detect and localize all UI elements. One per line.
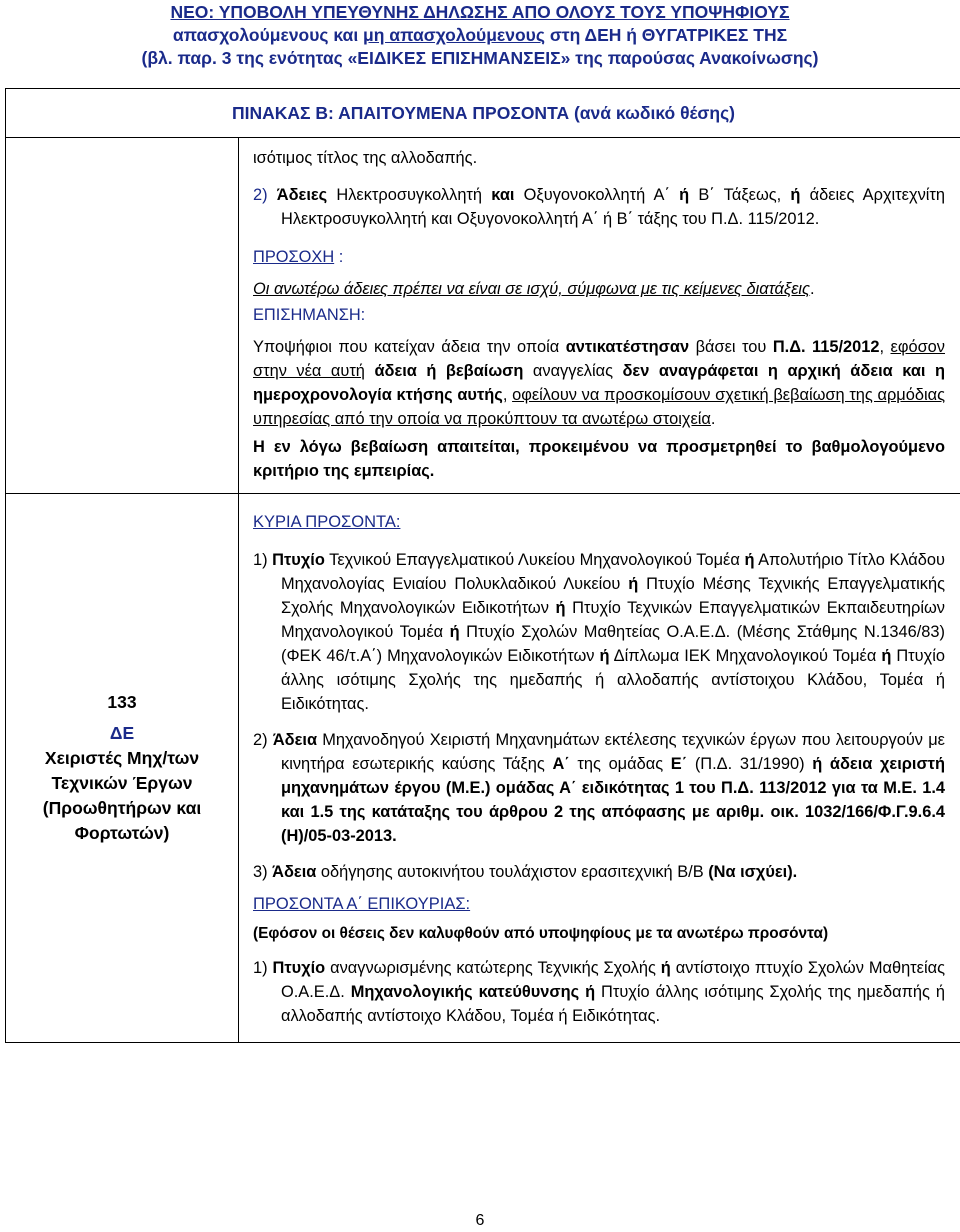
- bold-text: δεν αναγράφεται η αρχική άδεια και η ημεροχρονολογία κτήσης αυτής: [253, 362, 945, 404]
- item-number: 3): [253, 863, 273, 881]
- item-number: 1): [253, 551, 273, 569]
- row1-item-2: [253, 183, 945, 231]
- kyria-item-2: [253, 728, 945, 848]
- text: Πτυχίο άλλης ισότιμης Σχολής της ημεδαπής ή αλλοδαπής αντίστοιχο Κλάδου, Τομέα ή Ειδικότητας.: [281, 983, 945, 1025]
- text: Δίπλωμα ΙΕΚ Μηχανολογικού Τομέα: [609, 647, 882, 665]
- episimansi-final: [253, 435, 945, 483]
- bold-text: ή: [599, 647, 610, 665]
- header-line-1: ΝΕΟ: ΥΠΟΒΟΛΗ ΥΠΕΥΘΥΝΗΣ ΔΗΛΩΣΗΣ ΑΠΟ ΟΛΟΥΣ ΤΟΥΣ ΥΠΟΨΗΦΙΟΥΣ: [170, 2, 790, 22]
- bold-text: αντικατέστησαν: [565, 338, 690, 356]
- bold-text: Π.Δ. 115/2012: [772, 338, 880, 356]
- bold-text: ή: [881, 647, 892, 665]
- row2-requirements-cell: [239, 494, 960, 1043]
- text: βάσει του: [689, 338, 773, 356]
- bold-text: Α΄: [552, 755, 570, 773]
- bold-text: ή: [660, 959, 671, 977]
- position-title-1: Χειριστές Μηχ/των: [44, 748, 200, 768]
- item-number: 1): [253, 959, 273, 977]
- text: άδειες Αρχιτεχνίτη Ηλεκτροσυγκολλητή και Οξυγονοκολλητή Α΄ ή Β΄ τάξης του Π.Δ. 115/2012.: [281, 186, 945, 228]
- bold-text: Η εν λόγω βεβαίωση απαιτείται, προκειμένου να προσμετρηθεί το βαθμολογούμενο κριτήριο της εμπειρίας.: [253, 438, 945, 480]
- bold-text: Άδειες: [276, 186, 328, 204]
- bold-text: άδεια ή βεβαίωση: [374, 362, 524, 380]
- text: Υποψήφιοι που κατείχαν άδεια την οποία: [253, 338, 566, 356]
- text: Πτυχίο Τεχνικών Επαγγελματικών Εκπαιδευτηρίων Μηχανολογικού Τομέα: [281, 599, 945, 641]
- text: της ομάδας: [569, 755, 671, 773]
- row2-position-cell: [6, 494, 239, 1043]
- item-number: 2): [253, 186, 277, 204]
- text: Απολυτήριο Τίτλο Κλάδου Μηχανολογίας Ενιαίου Πολυκλαδικού Λυκείου: [281, 551, 945, 593]
- table-row: [6, 138, 960, 494]
- episimansi-text: [253, 335, 945, 431]
- row1-position-cell: [6, 138, 239, 494]
- text: .: [810, 280, 815, 298]
- text: Ηλεκτροσυγκολλητή: [327, 186, 492, 204]
- text: αναγνωρισμένης κατώτερης Τεχνικής Σχολής: [325, 959, 661, 977]
- row1-p1: ισότιμος τίτλος της αλλοδαπής.: [253, 149, 478, 167]
- bold-text: Πτυχίο: [272, 959, 326, 977]
- header-line-3: (βλ. παρ. 3 της ενότητας «ΕΙΔΙΚΕΣ ΕΠΙΣΗΜΑΝΣΕΙΣ» της παρούσας Ανακοίνωσης): [141, 48, 819, 68]
- underlined-text: οφείλουν να προσκομίσουν σχετική βεβαίωση της αρμόδιας υπηρεσίας από την οποία να προκύπτουν τα ανωτέρω στοιχεία: [253, 386, 945, 428]
- text: Β΄ Τάξεως,: [689, 186, 791, 204]
- bold-text: (Να ισχύει).: [708, 863, 798, 881]
- header-line-2: [0, 24, 960, 47]
- text: Οξυγονοκολλητή Α΄: [514, 186, 680, 204]
- bold-text: ή: [628, 575, 639, 593]
- bold-text: ή άδεια χειριστή μηχανημάτων έργου (Μ.Ε.) ομάδας Α΄ ειδικότητας 1 του Π.Δ. 113/2012 για τα Μ.Ε. 1.4 και 1.5 της κατάταξης του άρθρου 2 της απόφασης με αριθμ. οικ. 1032/166/Φ.Γ.9.6.4 (Η)/05-03-2013.: [281, 755, 945, 845]
- bold-text: ή: [555, 599, 566, 617]
- text: Πτυχίο Σχολών Μαθητείας Ο.Α.Ε.Δ. (Μέσης Στάθμης Ν.1346/83) (ΦΕΚ 46/τ.Α΄) Μηχανολογικών Ειδικοτήτων: [281, 623, 945, 665]
- epikourias-heading: ΠΡΟΣΟΝΤΑ Α΄ ΕΠΙΚΟΥΡΙΑΣ:: [253, 895, 471, 913]
- page-number: 6: [475, 1212, 485, 1229]
- bold-text: Ε΄: [670, 755, 688, 773]
- position-title-3: (Προωθητήρων και: [42, 798, 202, 818]
- epikourias-item-1: [253, 956, 945, 1028]
- bold-text: Μηχανολογικής κατεύθυνσης ή: [350, 983, 596, 1001]
- text: Μηχανοδηγού Χειριστή Μηχανημάτων εκτέλεσης τεχνικών έργων που λειτουργούν με κινητήρα εσωτερικής καύσης Τάξης: [281, 731, 945, 773]
- kyria-item-1: [253, 548, 945, 716]
- text: αντίστοιχο πτυχίο Σχολών Μαθητείας Ο.Α.Ε.Δ.: [281, 959, 945, 1001]
- item-number: 2): [253, 731, 273, 749]
- bold-text: ή: [679, 186, 690, 204]
- text: Τεχνικού Επαγγελματικού Λυκείου Μηχανολογικού Τομέα: [324, 551, 745, 569]
- bold-text: ή: [449, 623, 460, 641]
- bold-text: και: [491, 186, 515, 204]
- position-category: ΔΕ: [109, 723, 135, 743]
- text: Πτυχίο άλλης ισότιμης Σχολής της ημεδαπής ή αλλοδαπής αντίστοιχου Κλάδου, Τομέα ή Ειδικότητας.: [281, 647, 945, 713]
- header-line-2-c: στη ΔΕΗ ή ΘΥΓΑΤΡΙΚΕΣ ΤΗΣ: [544, 25, 788, 45]
- bold-text: Άδεια: [272, 863, 317, 881]
- text: (Π.Δ. 31/1990): [687, 755, 813, 773]
- text: Πτυχίο Μέσης Τεχνικής Επαγγελματικής Σχολής Μηχανολογικών Ειδικοτήτων: [281, 575, 945, 617]
- prosoxi-label: ΠΡΟΣΟΧΗ: [253, 248, 335, 266]
- epikourias-note: [253, 922, 945, 946]
- prosoxi-colon: :: [334, 248, 344, 266]
- position-title-2: Τεχνικών Έργων: [51, 773, 193, 793]
- prosoxi-italic-text: Οι ανωτέρω άδειες πρέπει να είναι σε ισχύ, σύμφωνα με τις κείμενες διατάξεις: [253, 280, 811, 298]
- episimansi-heading: ΕΠΙΣΗΜΑΝΣΗ:: [253, 306, 366, 324]
- row1-requirements-cell: [239, 138, 960, 494]
- bold-text: Πτυχίο: [272, 551, 325, 569]
- bold-text: ή: [790, 186, 801, 204]
- underlined-text: εφόσον στην νέα αυτή: [253, 338, 945, 380]
- kyria-heading: ΚΥΡΙΑ ΠΡΟΣΟΝΤΑ:: [253, 513, 401, 531]
- header-line-2-a: απασχολούμενους και: [172, 25, 364, 45]
- header-line-2-underlined: μη απασχολούμενους: [363, 25, 545, 45]
- table-row: [6, 494, 960, 1043]
- position-title-4: Φορτωτών): [74, 823, 170, 843]
- text: .: [710, 410, 716, 428]
- text: ,: [502, 386, 513, 404]
- text: οδήγησης αυτοκινήτου τουλάχιστον ερασιτεχνική Β/Β: [316, 863, 709, 881]
- bold-text: Άδεια: [272, 731, 318, 749]
- bold-text: (Εφόσον οι θέσεις δεν καλυφθούν από υποψηφίους με τα ανωτέρω προσόντα): [253, 925, 829, 942]
- prosoxi-heading: [253, 245, 945, 269]
- kyria-item-3: [253, 860, 945, 884]
- position-code: 133: [107, 692, 137, 712]
- bold-text: ή: [744, 551, 755, 569]
- text: ,: [879, 338, 891, 356]
- table-title: ΠΙΝΑΚΑΣ Β: ΑΠΑΙΤΟΥΜΕΝΑ ΠΡΟΣΟΝΤΑ (ανά κωδικό θέσης): [6, 89, 960, 138]
- requirements-table: [5, 88, 960, 1043]
- text: αναγγελίας: [523, 362, 623, 380]
- prosoxi-text: [253, 277, 945, 301]
- page-header: [0, 0, 960, 70]
